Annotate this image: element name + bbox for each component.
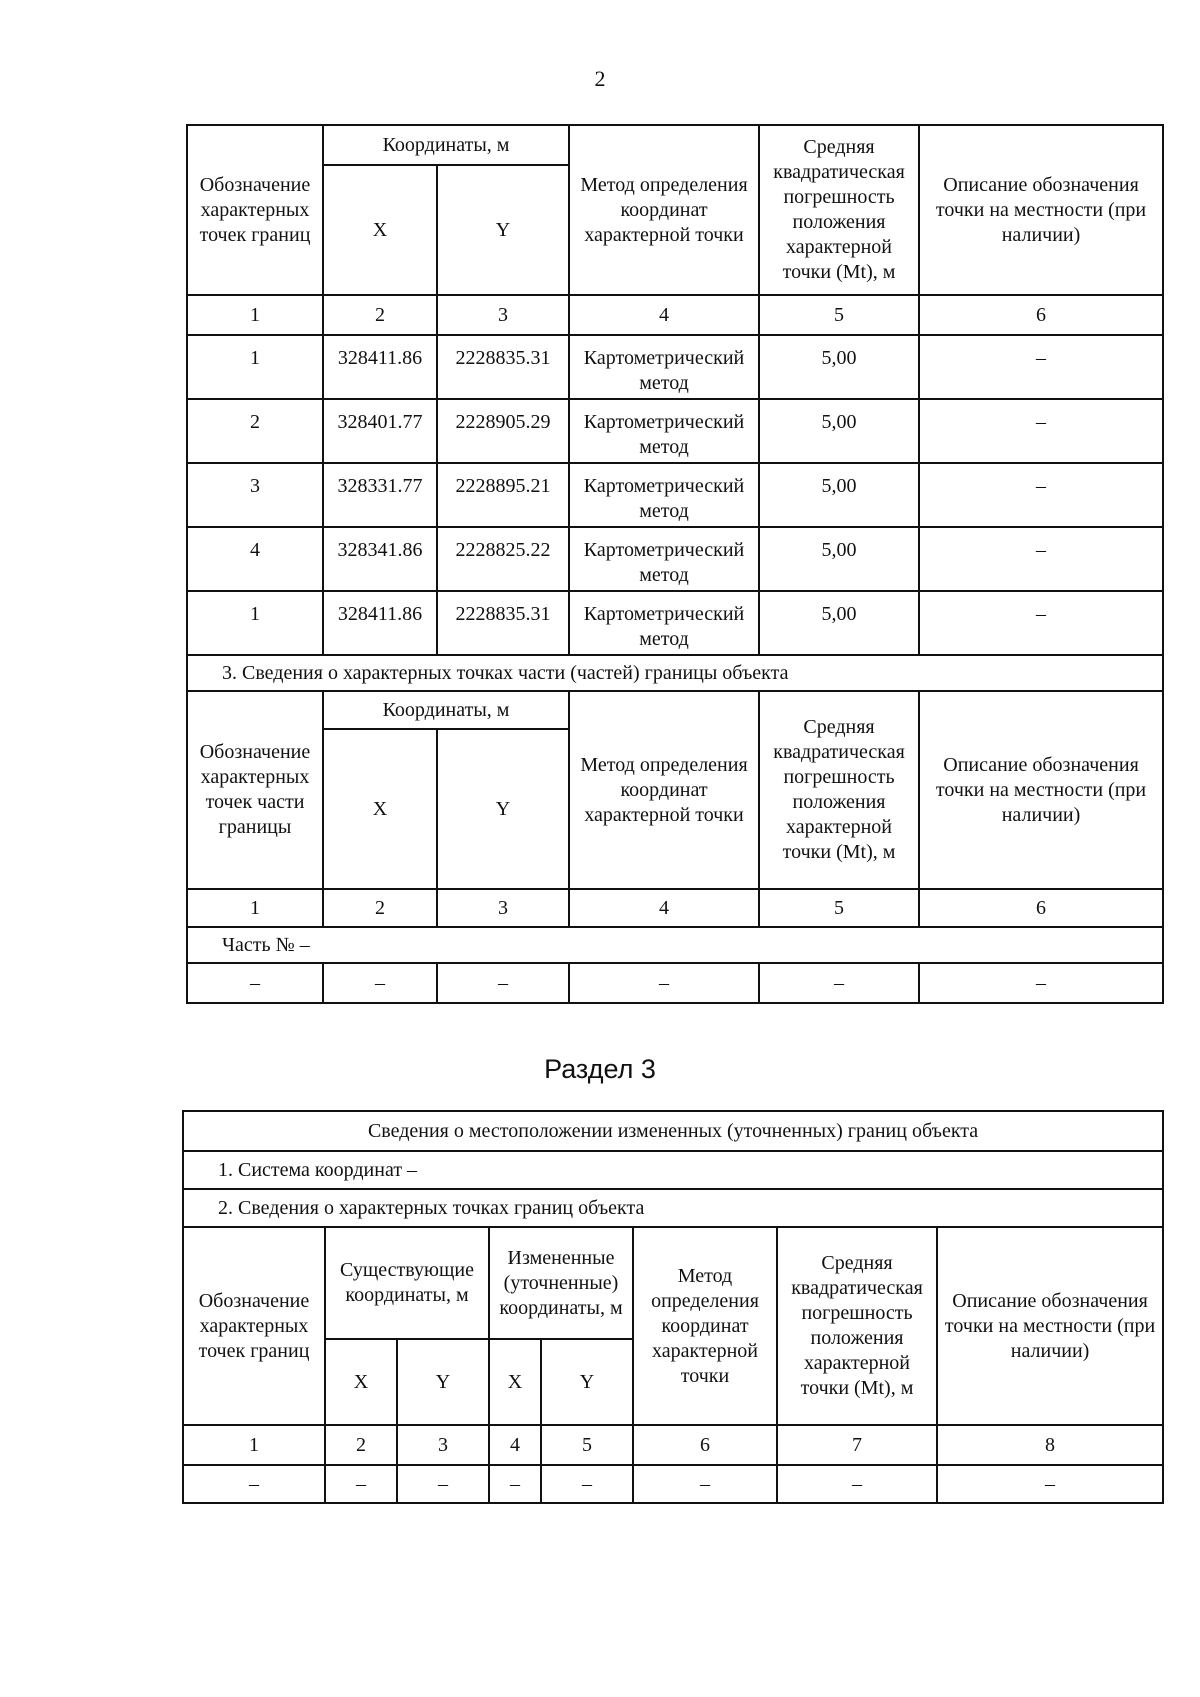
dash-cell: – [489,1465,541,1503]
x-value: 328401.77 [323,399,437,463]
point-id: 2 [187,399,323,463]
header-y-changed: Y [541,1339,633,1425]
col-number: 6 [919,889,1163,927]
header-x-existing: X [325,1339,397,1425]
dash-cell: – [777,1465,937,1503]
header-error: Средняя квадратическая погрешность положения характерной точки (Mt), м [759,691,919,889]
col-number: 6 [919,295,1163,335]
dash-cell: – [187,963,323,1003]
dash-cell: – [569,963,759,1003]
boundary-points-table [186,124,1164,1004]
error-value: 5,00 [759,527,919,591]
dash-cell: – [937,1465,1163,1503]
header-coordinates: Координаты, м [323,125,569,165]
description-value: – [919,399,1163,463]
col-number: 8 [937,1425,1163,1465]
col-number: 4 [489,1425,541,1465]
header-designation: Обозначение характерных точек границ [187,125,323,295]
y-value: 2228825.22 [437,527,569,591]
header-y: Y [437,729,569,889]
col-number: 1 [187,295,323,335]
description-value: – [919,527,1163,591]
col-number: 5 [759,295,919,335]
table-row [183,1465,1163,1503]
col-number: 1 [187,889,323,927]
error-value: 5,00 [759,463,919,527]
section-title: Раздел 3 [544,1054,656,1084]
dash-cell: – [437,963,569,1003]
col-number: 3 [397,1425,489,1465]
y-value: 2228895.21 [437,463,569,527]
y-value: 2228835.31 [437,591,569,655]
col-number: 2 [325,1425,397,1465]
method-value: Картометрический метод [569,463,759,527]
col-number: 3 [437,889,569,927]
point-id: 1 [187,335,323,399]
error-value: 5,00 [759,335,919,399]
col-number: 5 [541,1425,633,1465]
dash-cell: – [919,963,1163,1003]
dash-cell: – [325,1465,397,1503]
dash-cell: – [759,963,919,1003]
header-error: Средняя квадратическая погрешность положения характерной точки (Mt), м [777,1227,937,1425]
header-designation: Обозначение характерных точек части границы [187,691,323,889]
description-value: – [919,463,1163,527]
header-y-existing: Y [397,1339,489,1425]
part-section-title: 3. Сведения о характерных точках части (частей) границы объекта [187,655,1163,691]
dash-cell: – [397,1465,489,1503]
header-y: Y [437,165,569,295]
point-id: 1 [187,591,323,655]
col-number: 4 [569,295,759,335]
column-number-row [187,889,1163,927]
x-value: 328411.86 [323,335,437,399]
description-value: – [919,335,1163,399]
column-number-row [183,1425,1163,1465]
table-title: Сведения о местоположении измененных (уточненных) границ объекта [183,1111,1163,1151]
col-number: 3 [437,295,569,335]
header-changed-coordinates: Измененные (уточненные) координаты, м [489,1227,633,1339]
y-value: 2228905.29 [437,399,569,463]
point-id: 4 [187,527,323,591]
header-method: Метод определения координат характерной точки [569,125,759,295]
dash-cell: – [183,1465,325,1503]
col-number: 1 [183,1425,325,1465]
header-description: Описание обозначения точки на местности (при наличии) [919,125,1163,295]
table-row [187,591,1163,655]
header-x: X [323,729,437,889]
table-row [187,527,1163,591]
header-existing-coordinates: Существующие координаты, м [325,1227,489,1339]
column-number-row [187,295,1163,335]
col-number: 6 [633,1425,777,1465]
header-error: Средняя квадратическая погрешность положения характерной точки (Mt), м [759,125,919,295]
coord-system: 1. Система координат – [183,1151,1163,1189]
header-description: Описание обозначения точки на местности (при наличии) [937,1227,1163,1425]
header-description: Описание обозначения точки на местности (при наличии) [919,691,1163,889]
header-x-changed: X [489,1339,541,1425]
col-number: 5 [759,889,919,927]
table-row [187,399,1163,463]
changed-boundaries-table [182,1110,1164,1504]
table-row [187,335,1163,399]
page-number: 2 [594,66,606,91]
method-value: Картометрический метод [569,591,759,655]
col-number: 4 [569,889,759,927]
table-row [187,963,1163,1003]
dash-cell: – [541,1465,633,1503]
error-value: 5,00 [759,399,919,463]
error-value: 5,00 [759,591,919,655]
method-value: Картометрический метод [569,335,759,399]
header-x: X [323,165,437,295]
dash-cell: – [633,1465,777,1503]
dash-cell: – [323,963,437,1003]
x-value: 328331.77 [323,463,437,527]
x-value: 328411.86 [323,591,437,655]
col-number: 2 [323,295,437,335]
method-value: Картометрический метод [569,399,759,463]
header-coordinates: Координаты, м [323,691,569,729]
point-id: 3 [187,463,323,527]
points-title: 2. Сведения о характерных точках границ объекта [183,1189,1163,1227]
table-row [187,463,1163,527]
header-method: Метод определения координат характерной точки [633,1227,777,1425]
col-number: 2 [323,889,437,927]
header-designation: Обозначение характерных точек границ [183,1227,325,1425]
description-value: – [919,591,1163,655]
x-value: 328341.86 [323,527,437,591]
col-number: 7 [777,1425,937,1465]
header-method: Метод определения координат характерной точки [569,691,759,889]
method-value: Картометрический метод [569,527,759,591]
y-value: 2228835.31 [437,335,569,399]
part-label: Часть № – [187,927,1163,963]
